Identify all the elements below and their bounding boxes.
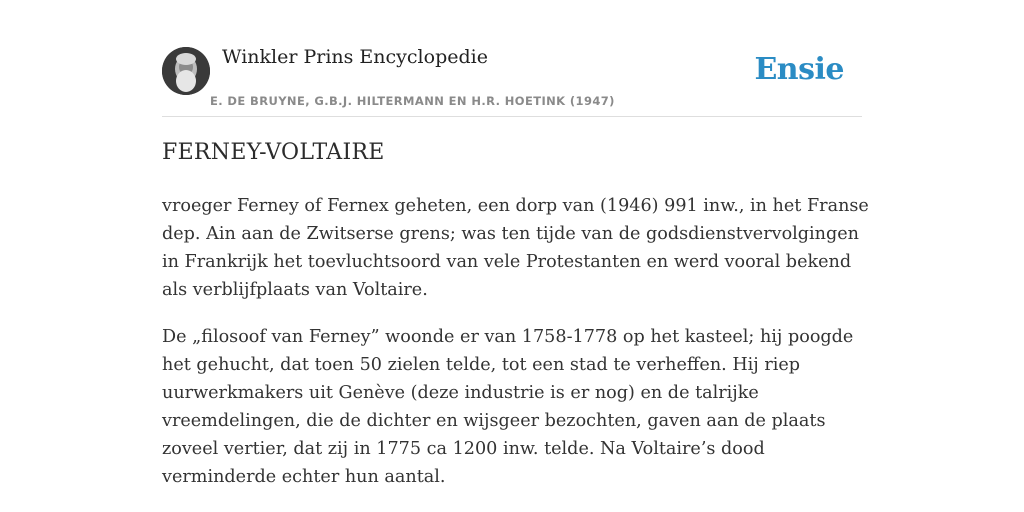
paragraph: De „filosoof van Ferney” woonde er van 1758-1778 op het kasteel; hij poogde het gehucht, dat toen 50 zielen telde, tot een stad te verheffen. Hij riep uurwerkmakers uit Genève (deze industrie is er nog) en de talrijke vreemdelingen, die de dichter en wijsgeer bezochten, gaven aan de plaats zoveel vertier, dat zij in 1775 ca 1200 inw. telde. Na Voltaire’s dood verminderde echter hun aantal. — [162, 327, 854, 487]
article-title: FERNEY-VOLTAIRE — [162, 140, 385, 165]
author-avatar[interactable] — [162, 47, 210, 95]
paragraph: vroeger Ferney of Fernex geheten, een dorp van (1946) 991 inw., in het Franse dep. Ain aan de Zwitserse grens; was ten tijde van de godsdienstvervolgingen in Frankrijk het toevluchtsoord van vele Protestanten en werd vooral bekend als verblijfplaats van Voltaire. — [162, 196, 869, 300]
header — [162, 44, 862, 117]
publication-title[interactable]: Winkler Prins Encyclopedie — [222, 46, 488, 68]
brand-logo[interactable]: Ensie — [754, 52, 844, 87]
portrait-icon — [162, 47, 210, 95]
authors-line: E. DE BRUYNE, G.B.J. HILTERMANN EN H.R. HOETINK (1947) — [210, 94, 615, 108]
article-body — [162, 192, 874, 510]
